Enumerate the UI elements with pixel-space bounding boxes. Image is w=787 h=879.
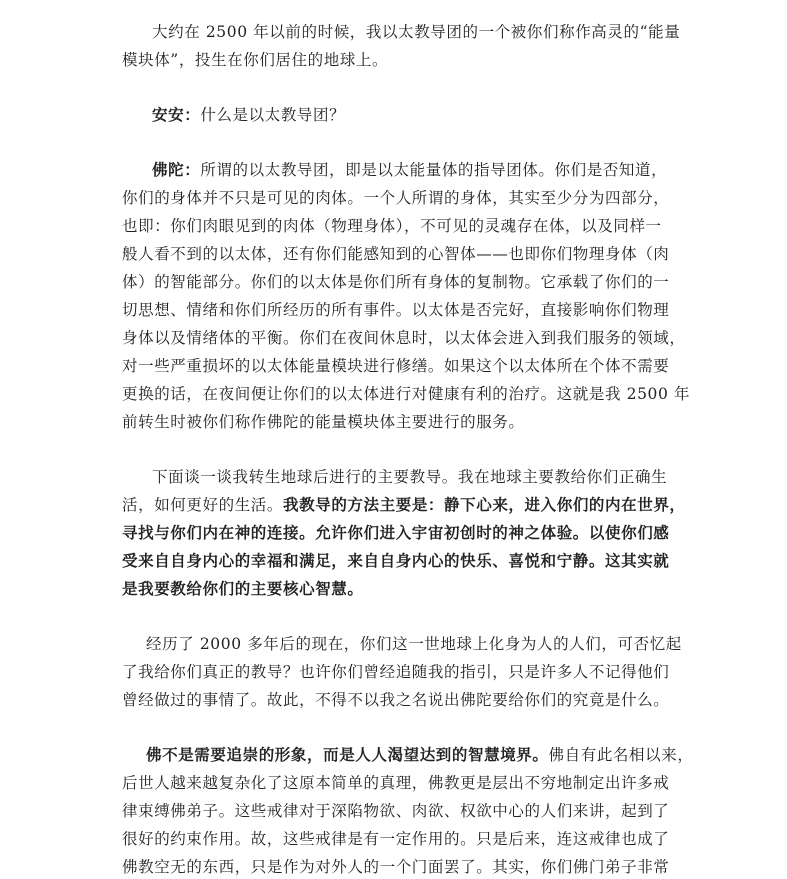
text-line <box>152 160 667 180</box>
text-segment: 模块体”，投生在你们居住的地球上。 <box>122 51 389 69</box>
text-segment: 活，如何更好的生活。 <box>122 496 284 514</box>
text-segment: 对一些严重损坏的以太体能量模块进行修缮。如果这个以太体所在个体不需要 <box>122 357 670 375</box>
text-segment: 下面谈一谈我转生地球后进行的主要教导。我在地球主要教给你们正确生 <box>152 468 668 486</box>
text-segment: 经历了 2000 多年后的现在，你们这一世地球上化身为人的人们，可否忆起 <box>146 635 682 653</box>
text-line <box>152 22 680 42</box>
text-line <box>122 579 364 599</box>
text-line <box>122 384 690 404</box>
text-segment: 更换的话，在夜间便让你们的以太体进行对健康有利的治疗。这就是我 2500 年 <box>122 385 691 403</box>
text-line <box>122 523 669 543</box>
text-line <box>152 467 667 487</box>
text-line <box>122 356 669 376</box>
text-segment: 也即：你们肉眼见到的肉体（物理身体），不可见的灵魂存在体，以及同样一 <box>122 217 662 235</box>
text-line <box>122 801 669 821</box>
text-segment: 佛自有此名相以来， <box>548 746 694 764</box>
bold-text-segment: 受来自自身内心的幸福和满足，来自自身内心的快乐、喜悦和宁静。这其实就 <box>122 551 670 570</box>
text-line <box>146 745 693 765</box>
bold-text-segment: 寻找与你们内在神的连接。允许你们进入宇宙初创时的神之体验。以使你们感 <box>122 523 670 542</box>
text-segment: 所谓的以太教导团，即是以太能量体的指导团体。你们是否知道， <box>200 161 668 179</box>
text-segment: 曾经做过的事情了。故此，不得不以我之名说出佛陀要给你们的究竟是什么。 <box>122 691 670 709</box>
bold-text-segment: 安安： <box>152 105 201 124</box>
text-line <box>122 495 686 515</box>
bold-text-segment: 我教导的方法主要是：静下心来，进入你们的内在世界， <box>283 495 686 514</box>
text-line <box>122 272 669 292</box>
text-segment: 了我给你们真正的教导？也许你们曾经追随我的指引，只是许多人不记得他们 <box>122 663 670 681</box>
text-segment: 你们的身体并不只是可见的肉体。一个人所谓的身体，其实至少分为四部分， <box>122 189 670 207</box>
text-segment: 后世人越来越复杂化了这原本简单的真理，佛教更是层出不穷地制定出许多戒 <box>122 774 670 792</box>
text-line <box>122 300 669 320</box>
text-segment: 般人看不到的以太体，还有你们能感知到的心智体——也即你们物理身体（肉 <box>122 245 670 263</box>
text-segment: 大约在 2500 年以前的时候，我以太教导团的一个被你们称作高灵的“能量 <box>152 23 681 41</box>
text-line <box>146 634 682 654</box>
text-line <box>122 412 525 432</box>
text-segment: 佛教空无的东西，只是作为对外人的一个门面罢了。其实，你们佛门弟子非常 <box>122 858 670 876</box>
text-segment: 切思想、情绪和你们所经历的所有事件。以太体是否完好，直接影响你们物理 <box>122 301 670 319</box>
bold-text-segment: 是我要教给你们的主要核心智慧。 <box>122 579 364 598</box>
text-line <box>122 328 686 348</box>
text-line <box>122 244 669 264</box>
text-line <box>122 216 662 236</box>
text-segment: 体）的智能部分。你们的以太体是你们所有身体的复制物。它承载了你们的一 <box>122 273 670 291</box>
text-line <box>122 829 669 849</box>
bold-text-segment: 佛不是需要追崇的形象，而是人人渴望达到的智慧境界。 <box>146 745 549 764</box>
text-segment: 前转生时被你们称作佛陀的能量模块体主要进行的服务。 <box>122 413 525 431</box>
text-segment: 什么是以太教导团？ <box>200 106 346 124</box>
text-line <box>122 50 388 70</box>
text-line <box>122 188 669 208</box>
text-segment: 很好的约束作用。故，这些戒律是有一定作用的。只是后来，连这戒律也成了 <box>122 830 670 848</box>
text-line <box>122 857 669 877</box>
text-segment: 身体以及情绪体的平衡。你们在夜间休息时，以太体会进入到我们服务的领域， <box>122 329 686 347</box>
text-segment: 律束缚佛弟子。这些戒律对于深陷物欲、肉欲、权欲中心的人们来讲，起到了 <box>122 802 670 820</box>
text-line <box>122 551 669 571</box>
text-line <box>152 105 345 125</box>
text-line <box>122 773 669 793</box>
text-line <box>122 662 669 682</box>
text-line <box>122 690 669 710</box>
bold-text-segment: 佛陀： <box>152 160 201 179</box>
